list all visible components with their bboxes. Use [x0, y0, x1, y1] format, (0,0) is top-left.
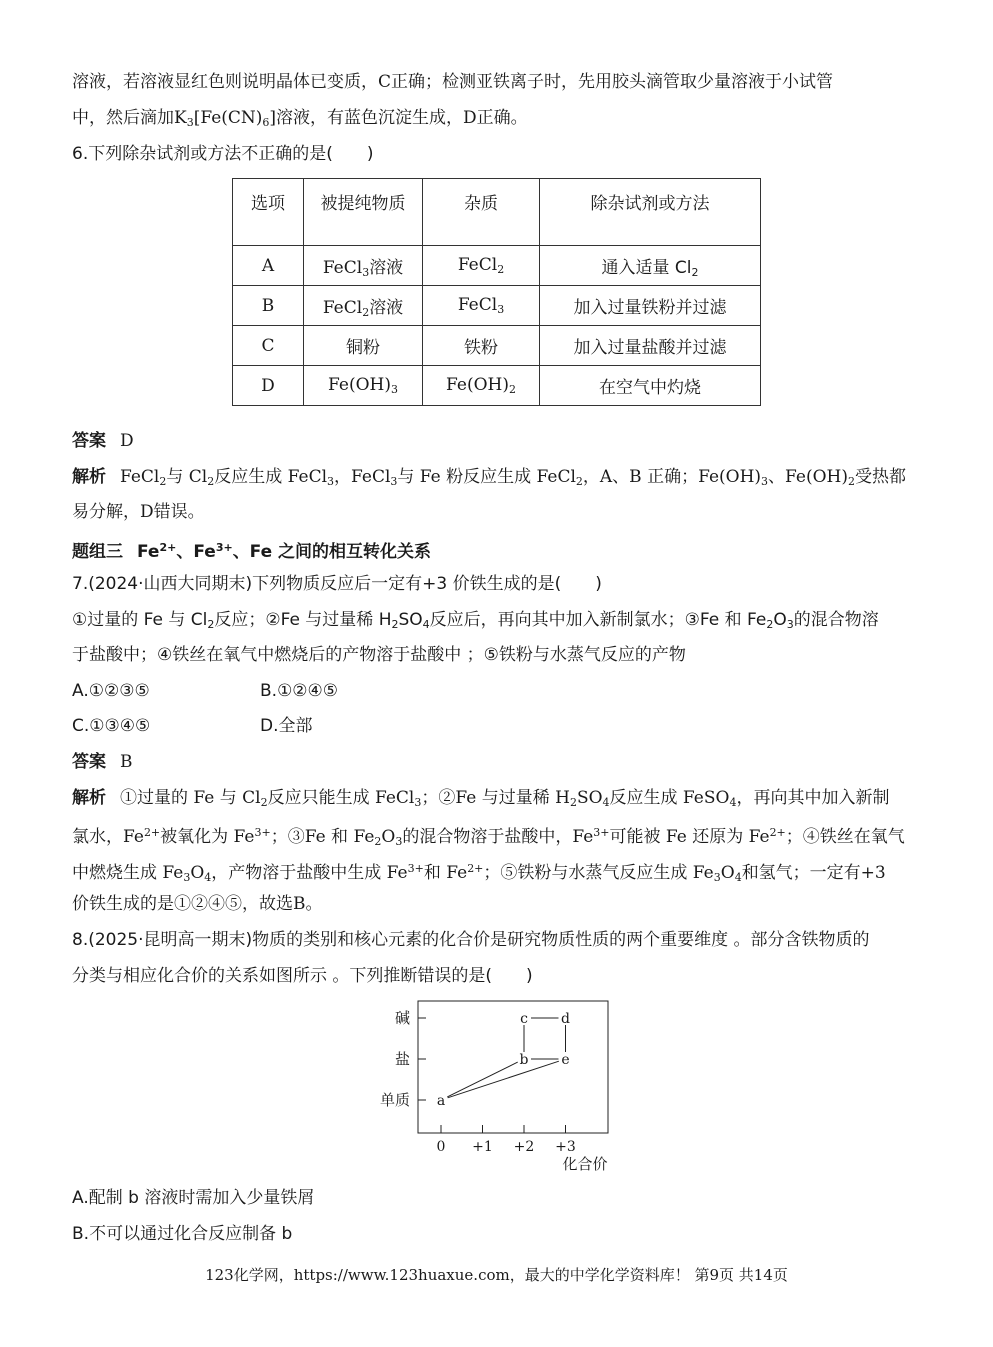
- q7-stem-line-1: ①过量的 Fe 与 $Cl_2$反应；②Fe 与过量稀 $H_2SO_4$反应后，再向其中加入新制氯水；③Fe 和 $Fe_2O_3$的混合物溶: [72, 610, 879, 631]
- table-cell: $Fe(OH)_2$: [423, 366, 540, 406]
- table-cell: A: [233, 246, 304, 286]
- table-header-cell: 被提纯物质: [304, 179, 423, 246]
- x-tick-label: +3: [555, 1139, 576, 1155]
- q6-stem: 6.下列除杂试剂或方法不正确的是( ): [72, 144, 374, 164]
- x-tick-label: +2: [513, 1139, 535, 1155]
- table-header-row: [233, 179, 761, 246]
- x-axis: [437, 1125, 576, 1155]
- table-cell: $Fe(OH)_3$: [304, 366, 423, 406]
- page-footer: 123化学网，https://www.123huaxue.com，最大的中学化学资料库！ 第9页 共14页: [205, 1266, 788, 1284]
- q6-answer: 答案 D: [72, 431, 134, 451]
- x-axis-label: 化合价: [562, 1155, 608, 1173]
- q7-stem-line-2: 于盐酸中；④铁丝在氧气中燃烧后的产物溶于盐酸中 ；⑤铁粉与水蒸气反应的产物: [72, 645, 686, 665]
- valence-class-chart: [370, 998, 620, 1176]
- table-cell: FeCl$_2$溶液: [304, 286, 423, 326]
- intro-line-1: 溶液，若溶液显红色则说明晶体已变质，C正确；检测亚铁离子时，先用胶头滴管取少量溶液于小试管: [72, 72, 834, 92]
- table-cell: FeCl$_2$: [423, 246, 540, 286]
- y-tick-label: 碱: [394, 1009, 410, 1027]
- chart-frame: [418, 1001, 608, 1133]
- chart-point-e: e: [561, 1052, 570, 1068]
- x-tick-label: 0: [436, 1139, 446, 1155]
- q7-option-a: A.①②③⑤: [72, 681, 150, 701]
- q7-answer: 答案 B: [72, 752, 133, 772]
- chart-edge: [448, 1061, 559, 1098]
- q6-analysis-line-1: 解析 FeCl$_2$与 $Cl_2$反应生成 FeCl$_3$，FeCl$_3$与 Fe 粉反应生成 FeCl$_2$，A、B 正确；$Fe(OH)_3$、$Fe(OH)_2$受热都: [72, 467, 906, 488]
- table-row: [233, 366, 761, 406]
- table-cell: C: [233, 326, 304, 366]
- chart-edge: [447, 1062, 517, 1097]
- table-header-cell: 杂质: [423, 179, 540, 246]
- y-tick-label: 单质: [379, 1091, 410, 1109]
- table-header-cell: 除杂试剂或方法: [540, 179, 761, 246]
- q8-option-a: A.配制 b 溶液时需加入少量铁屑: [72, 1188, 315, 1208]
- group3-heading: 题组三 $Fe^{2+}$、$Fe^{3+}$、Fe 之间的相互转化关系: [72, 541, 432, 562]
- table-cell: 加入过量铁粉并过滤: [540, 286, 761, 326]
- table-cell: FeCl$_3$: [423, 286, 540, 326]
- q7-option-c: C.①③④⑤: [72, 716, 151, 736]
- q7-analysis-line-1: 解析 ①过量的 Fe 与 $Cl_2$反应只能生成 FeCl$_3$；②Fe 与过量稀 $H_2SO_4$反应生成 FeSO$_4$，再向其中加入新制: [72, 788, 890, 809]
- table-row: [233, 326, 761, 366]
- table-header-cell: 选项: [233, 179, 304, 246]
- table-cell: 加入过量盐酸并过滤: [540, 326, 761, 366]
- q7-analysis-line-4: 价铁生成的是①②④⑤，故选B。: [72, 894, 323, 914]
- table-cell: FeCl$_3$溶液: [304, 246, 423, 286]
- y-tick-label: 盐: [394, 1050, 410, 1068]
- intro-line-2: 中，然后滴加$K_3[Fe(CN)_6]$溶液，有蓝色沉淀生成，D正确。: [72, 108, 528, 129]
- chart-point-a: a: [436, 1093, 446, 1109]
- table-row: [233, 246, 761, 286]
- q6-table: [232, 178, 761, 406]
- table-cell: 铜粉: [304, 326, 423, 366]
- q7-analysis-line-3: 中燃烧生成 $Fe_3O_4$，产物溶于盐酸中生成 $Fe^{3+}$和 $Fe^{2+}$；⑤铁粉与水蒸气反应生成 $Fe_3O_4$和氢气；一定有+3: [72, 862, 886, 884]
- chart-point-d: d: [561, 1011, 570, 1027]
- chart-edges: [447, 1018, 565, 1098]
- table-cell: 铁粉: [423, 326, 540, 366]
- q7-option-d: D.全部: [260, 716, 313, 736]
- table-row: [233, 286, 761, 326]
- chart-point-c: c: [520, 1011, 528, 1027]
- q8-option-b: B.不可以通过化合反应制备 b: [72, 1224, 293, 1244]
- table-cell: B: [233, 286, 304, 326]
- q8-stem-line-1: 8.(2025·昆明高一期末)物质的类别和核心元素的化合价是研究物质性质的两个重要维度 。部分含铁物质的: [72, 930, 870, 950]
- table-cell: D: [233, 366, 304, 406]
- q7-option-b: B.①②④⑤: [260, 681, 339, 701]
- q7-analysis-line-2: 氯水，$Fe^{2+}$被氧化为 $Fe^{3+}$；③Fe 和 $Fe_2O_3$的混合物溶于盐酸中，$Fe^{3+}$可能被 Fe 还原为 $Fe^{2+}$；④铁丝在氧气: [72, 826, 905, 848]
- q8-stem-line-2: 分类与相应化合价的关系如图所示 。下列推断错误的是( ): [72, 966, 533, 986]
- q6-analysis-line-2: 易分解，D错误。: [72, 502, 205, 522]
- table-cell: 通入适量 $Cl_2$: [540, 246, 761, 286]
- chart-point-b: b: [519, 1052, 529, 1068]
- x-tick-label: +1: [472, 1139, 493, 1155]
- y-axis: [380, 1009, 426, 1109]
- table-cell: 在空气中灼烧: [540, 366, 761, 406]
- q7-stem: 7.(2024·山西大同期末)下列物质反应后一定有+3 价铁生成的是( ): [72, 574, 602, 594]
